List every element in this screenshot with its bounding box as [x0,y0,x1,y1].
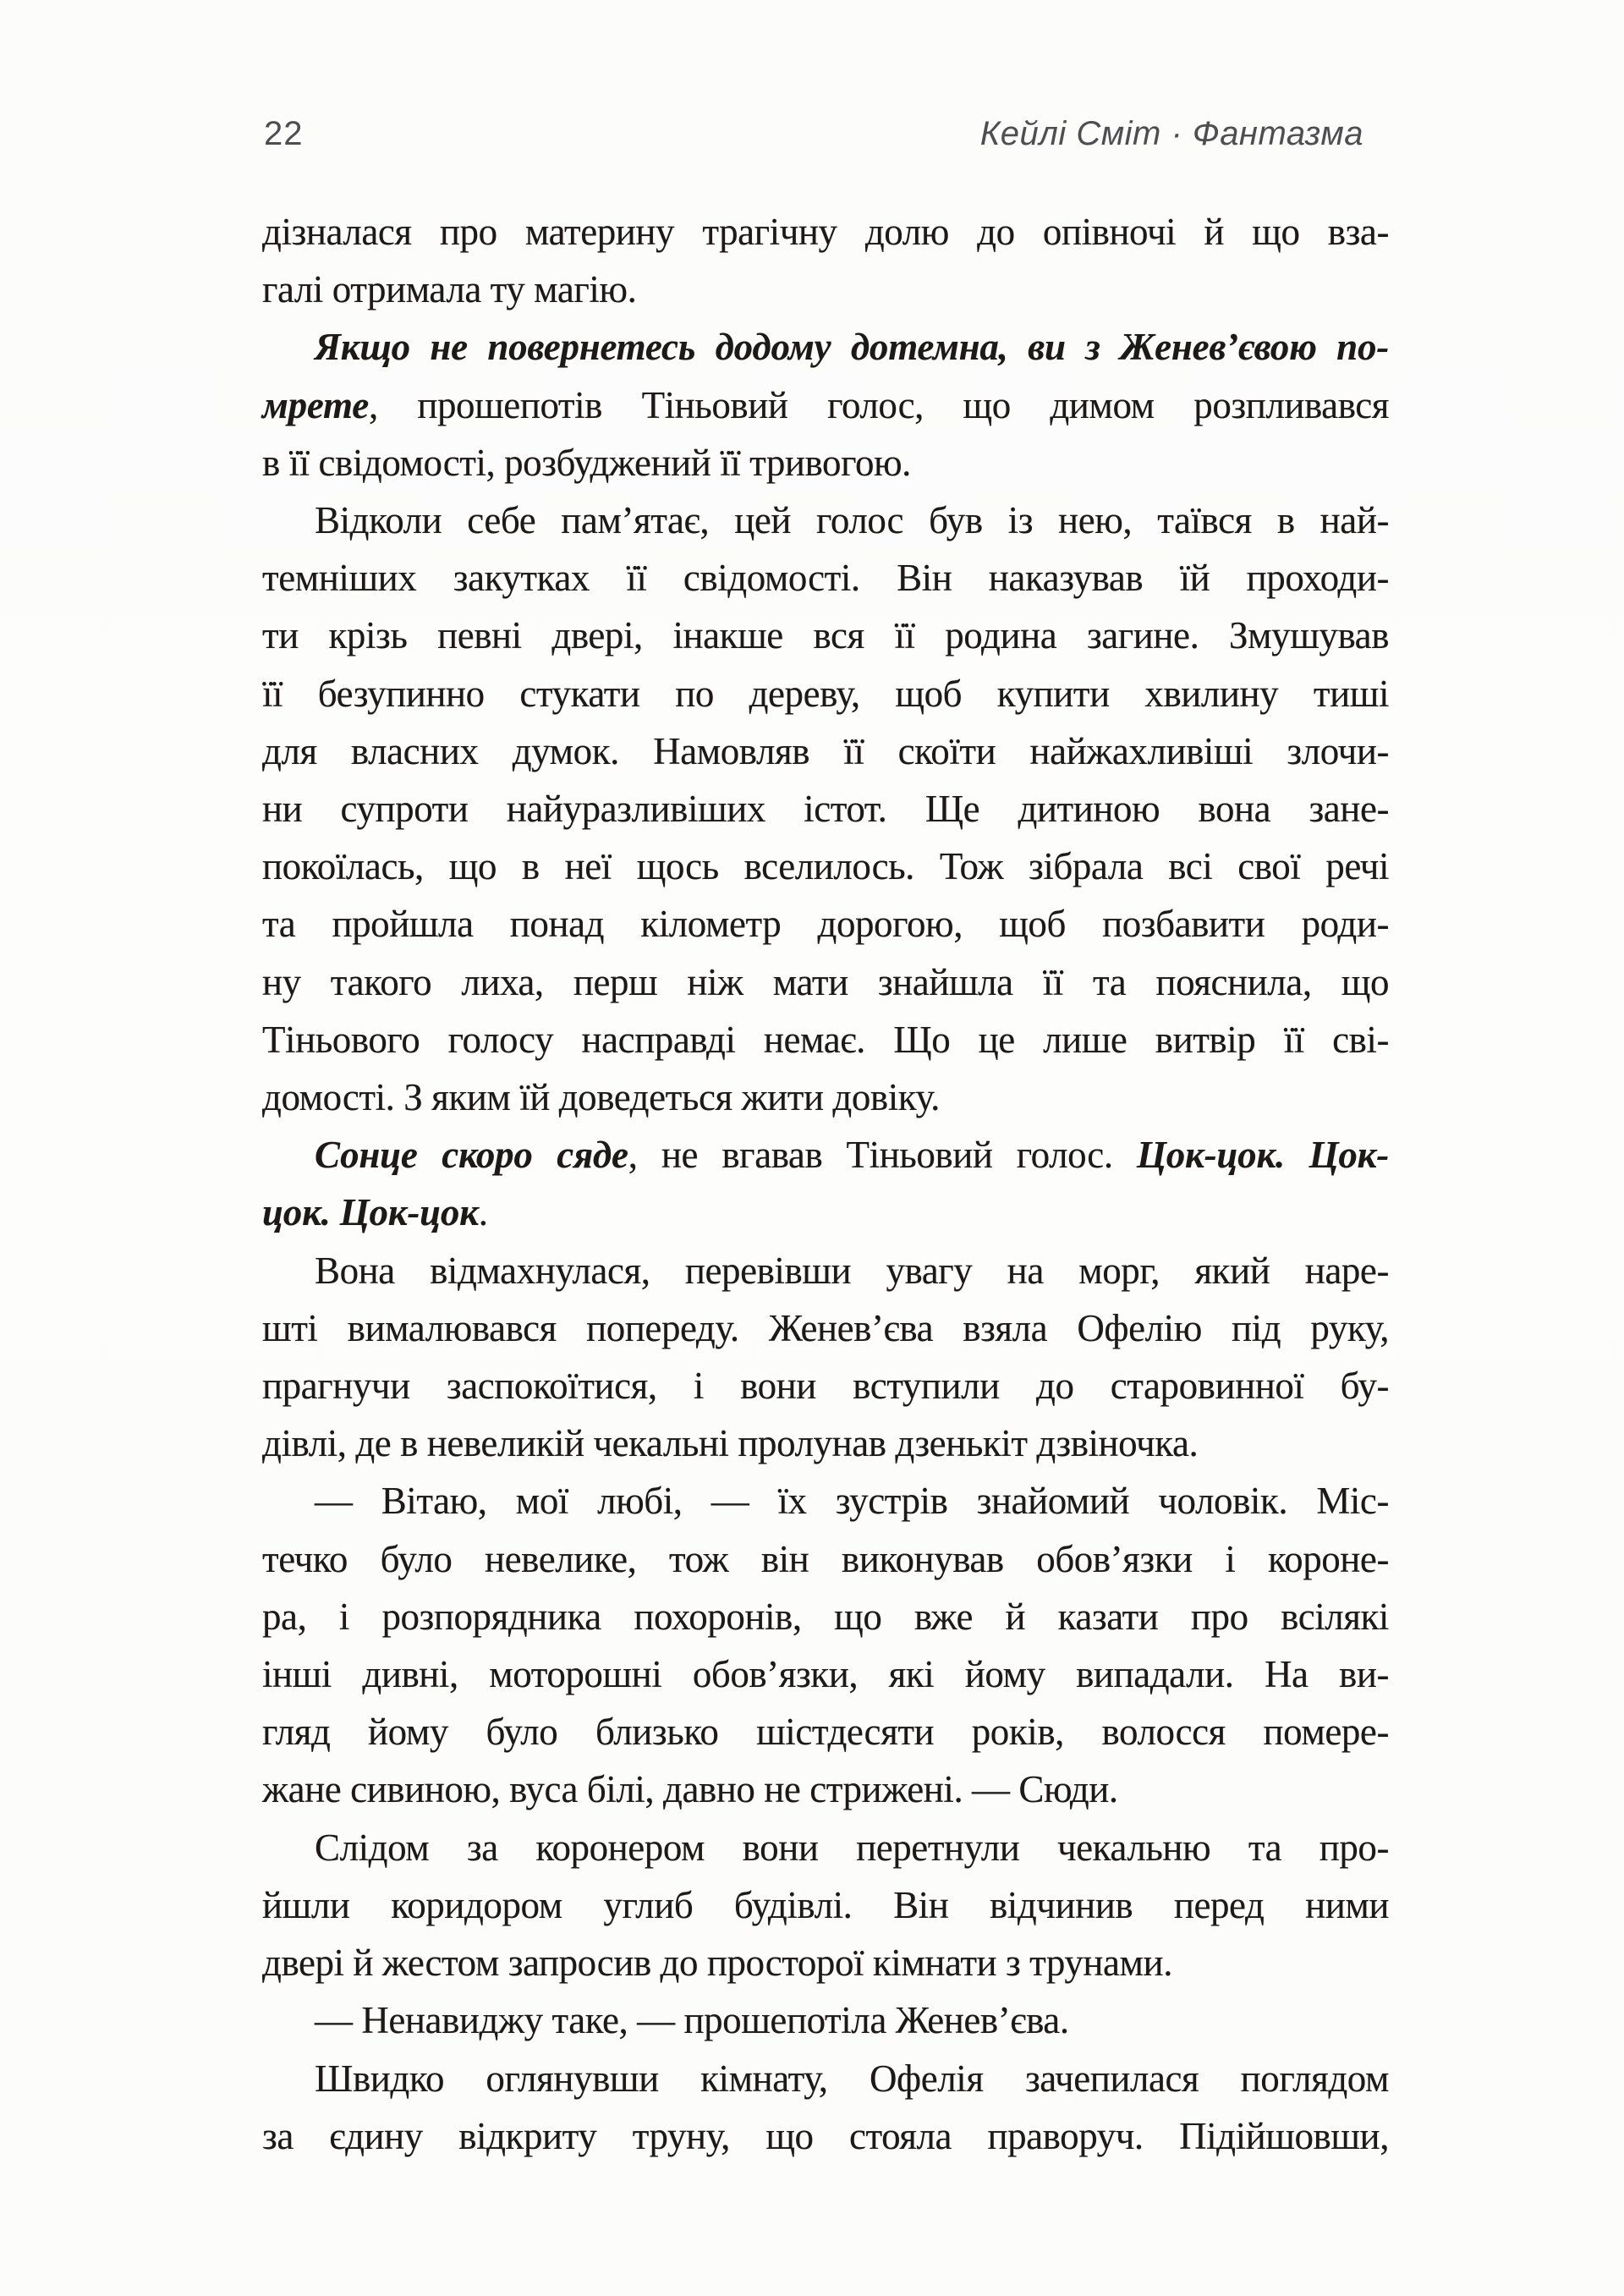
text-line [262,1126,1389,1184]
body-text: . [478,1191,488,1234]
text-line [262,895,1389,953]
text-line [262,953,1389,1011]
text-line [262,1588,1389,1645]
text-line [262,549,1389,607]
body-text: в її свідомості, розбуджений її тривогою. [262,441,911,484]
text-line [262,261,1389,318]
body-text: двері й жестом запросив до просторої кімнати з трунами. [262,1942,1172,1985]
text-line [262,607,1389,664]
text-line [262,1299,1389,1357]
body-text: гляд йому було близько шістдесяти років, волосся помере- [262,1711,1389,1754]
text-line [262,780,1389,838]
text-line [262,1991,1389,2049]
body-text: за єдину відкриту труну, що стояла праворуч. Підійшовши, [262,2114,1389,2157]
body-text: — Ненавиджу таке, — прошепотіла Женев’єва. [315,1999,1069,2042]
body-text: Відколи себе пам’ятає, цей голос був із нею, таївся в най- [315,499,1389,542]
body-text: ти крізь певні двері, інакше вся її родина загине. Змушував [262,614,1389,657]
text-line [262,376,1389,434]
text-line [262,1242,1389,1299]
emphasis-text: цок. Цок-цок [262,1191,479,1234]
body-text: дівлі, де в невеликій чекальні пролунав дзенькіт дзвіночка. [262,1422,1199,1465]
body-text: шті вималювався попереду. Женев’єва взяла Офелію під руку, [262,1306,1389,1349]
body-text: , не вгавав Тіньовий голос. [628,1134,1137,1177]
text-line [262,1414,1389,1472]
text-line [262,318,1389,376]
text-line [262,838,1389,895]
text-line [262,722,1389,780]
text-line [262,1876,1389,1934]
emphasis-text: Сонце скоро сяде [315,1134,628,1177]
text-line [262,1530,1389,1588]
text-line [262,1645,1389,1703]
body-text: дізналася про материну трагічну долю до опівночі й що вза- [262,211,1389,253]
body-text: галі отримала ту магію. [262,268,637,311]
body-text: , прошепотів Тіньовий голос, що димом розпливався [368,383,1389,426]
body-text: ра, і розпорядника похоронів, що вже й казати про всілякі [262,1595,1389,1638]
text-line [262,2050,1389,2107]
running-head [264,115,1389,153]
body-text: домості. З яким їй доведеться жити довіку. [262,1076,940,1119]
body-text: Вона відмахнулася, перевівши увагу на морг, який наре- [315,1249,1389,1292]
body-text: Тіньового голосу насправді немає. Що це лише витвір її сві- [262,1018,1389,1061]
text-line [262,665,1389,722]
body-text: темніших закутках її свідомості. Він наказував їй проходи- [262,557,1389,600]
text-line [262,1184,1389,1241]
text-block [262,203,1389,2165]
text-line [262,492,1389,549]
text-line [262,203,1389,261]
running-title: Кейлі Сміт · Фантазма [979,115,1363,152]
text-line [262,1068,1389,1126]
body-text: Слідом за коронером вони перетнули чекальню та про- [315,1826,1389,1869]
text-line [262,1011,1389,1068]
text-line [262,1934,1389,1991]
body-text: та пройшла понад кілометр дорогою, щоб позбавити роди- [262,903,1389,946]
emphasis-text: Цок-цок. Цок- [1136,1134,1389,1177]
text-line [262,434,1389,492]
text-line [262,1472,1389,1530]
text-line [262,1760,1389,1818]
text-line [262,2107,1389,2165]
body-text: течко було невелике, тож він виконував обов’язки і короне- [262,1537,1389,1580]
body-text: її безупинно стукати по дереву, щоб купити хвилину тиші [262,672,1389,715]
body-text: — Вітаю, мої любі, — їх зустрів знайомий чоловік. Міс- [315,1480,1389,1523]
text-line [262,1703,1389,1760]
body-text: жане сивиною, вуса білі, давно не стрижені. — Сюди. [262,1768,1118,1811]
emphasis-text: Якщо не повернетесь додому дотемна, ви з Женев’євою по- [315,326,1389,369]
body-text: прагнучи заспокоїтися, і вони вступили до старовинної бу- [262,1365,1389,1408]
body-text: інші дивні, моторошні обов’язки, які йому випадали. На ви- [262,1653,1389,1696]
page-number: 22 [264,115,304,152]
body-text: ни супроти найуразливіших істот. Ще дитиною вона зане- [262,788,1389,831]
emphasis-text: мрете [262,383,369,426]
body-text: покоїлась, що в неї щось вселилось. Тож зібрала всі свої речі [262,845,1389,888]
text-line [262,1819,1389,1876]
body-text: йшли коридором углиб будівлі. Він відчинив перед ними [262,1883,1389,1926]
body-text: для власних думок. Намовляв її скоїти найжахливіші злочи- [262,729,1389,772]
body-text: Швидко оглянувши кімнату, Офелія зачепилася поглядом [315,2057,1389,2100]
body-text: ну такого лиха, перш ніж мати знайшла її та пояснила, що [262,960,1389,1003]
text-line [262,1357,1389,1414]
